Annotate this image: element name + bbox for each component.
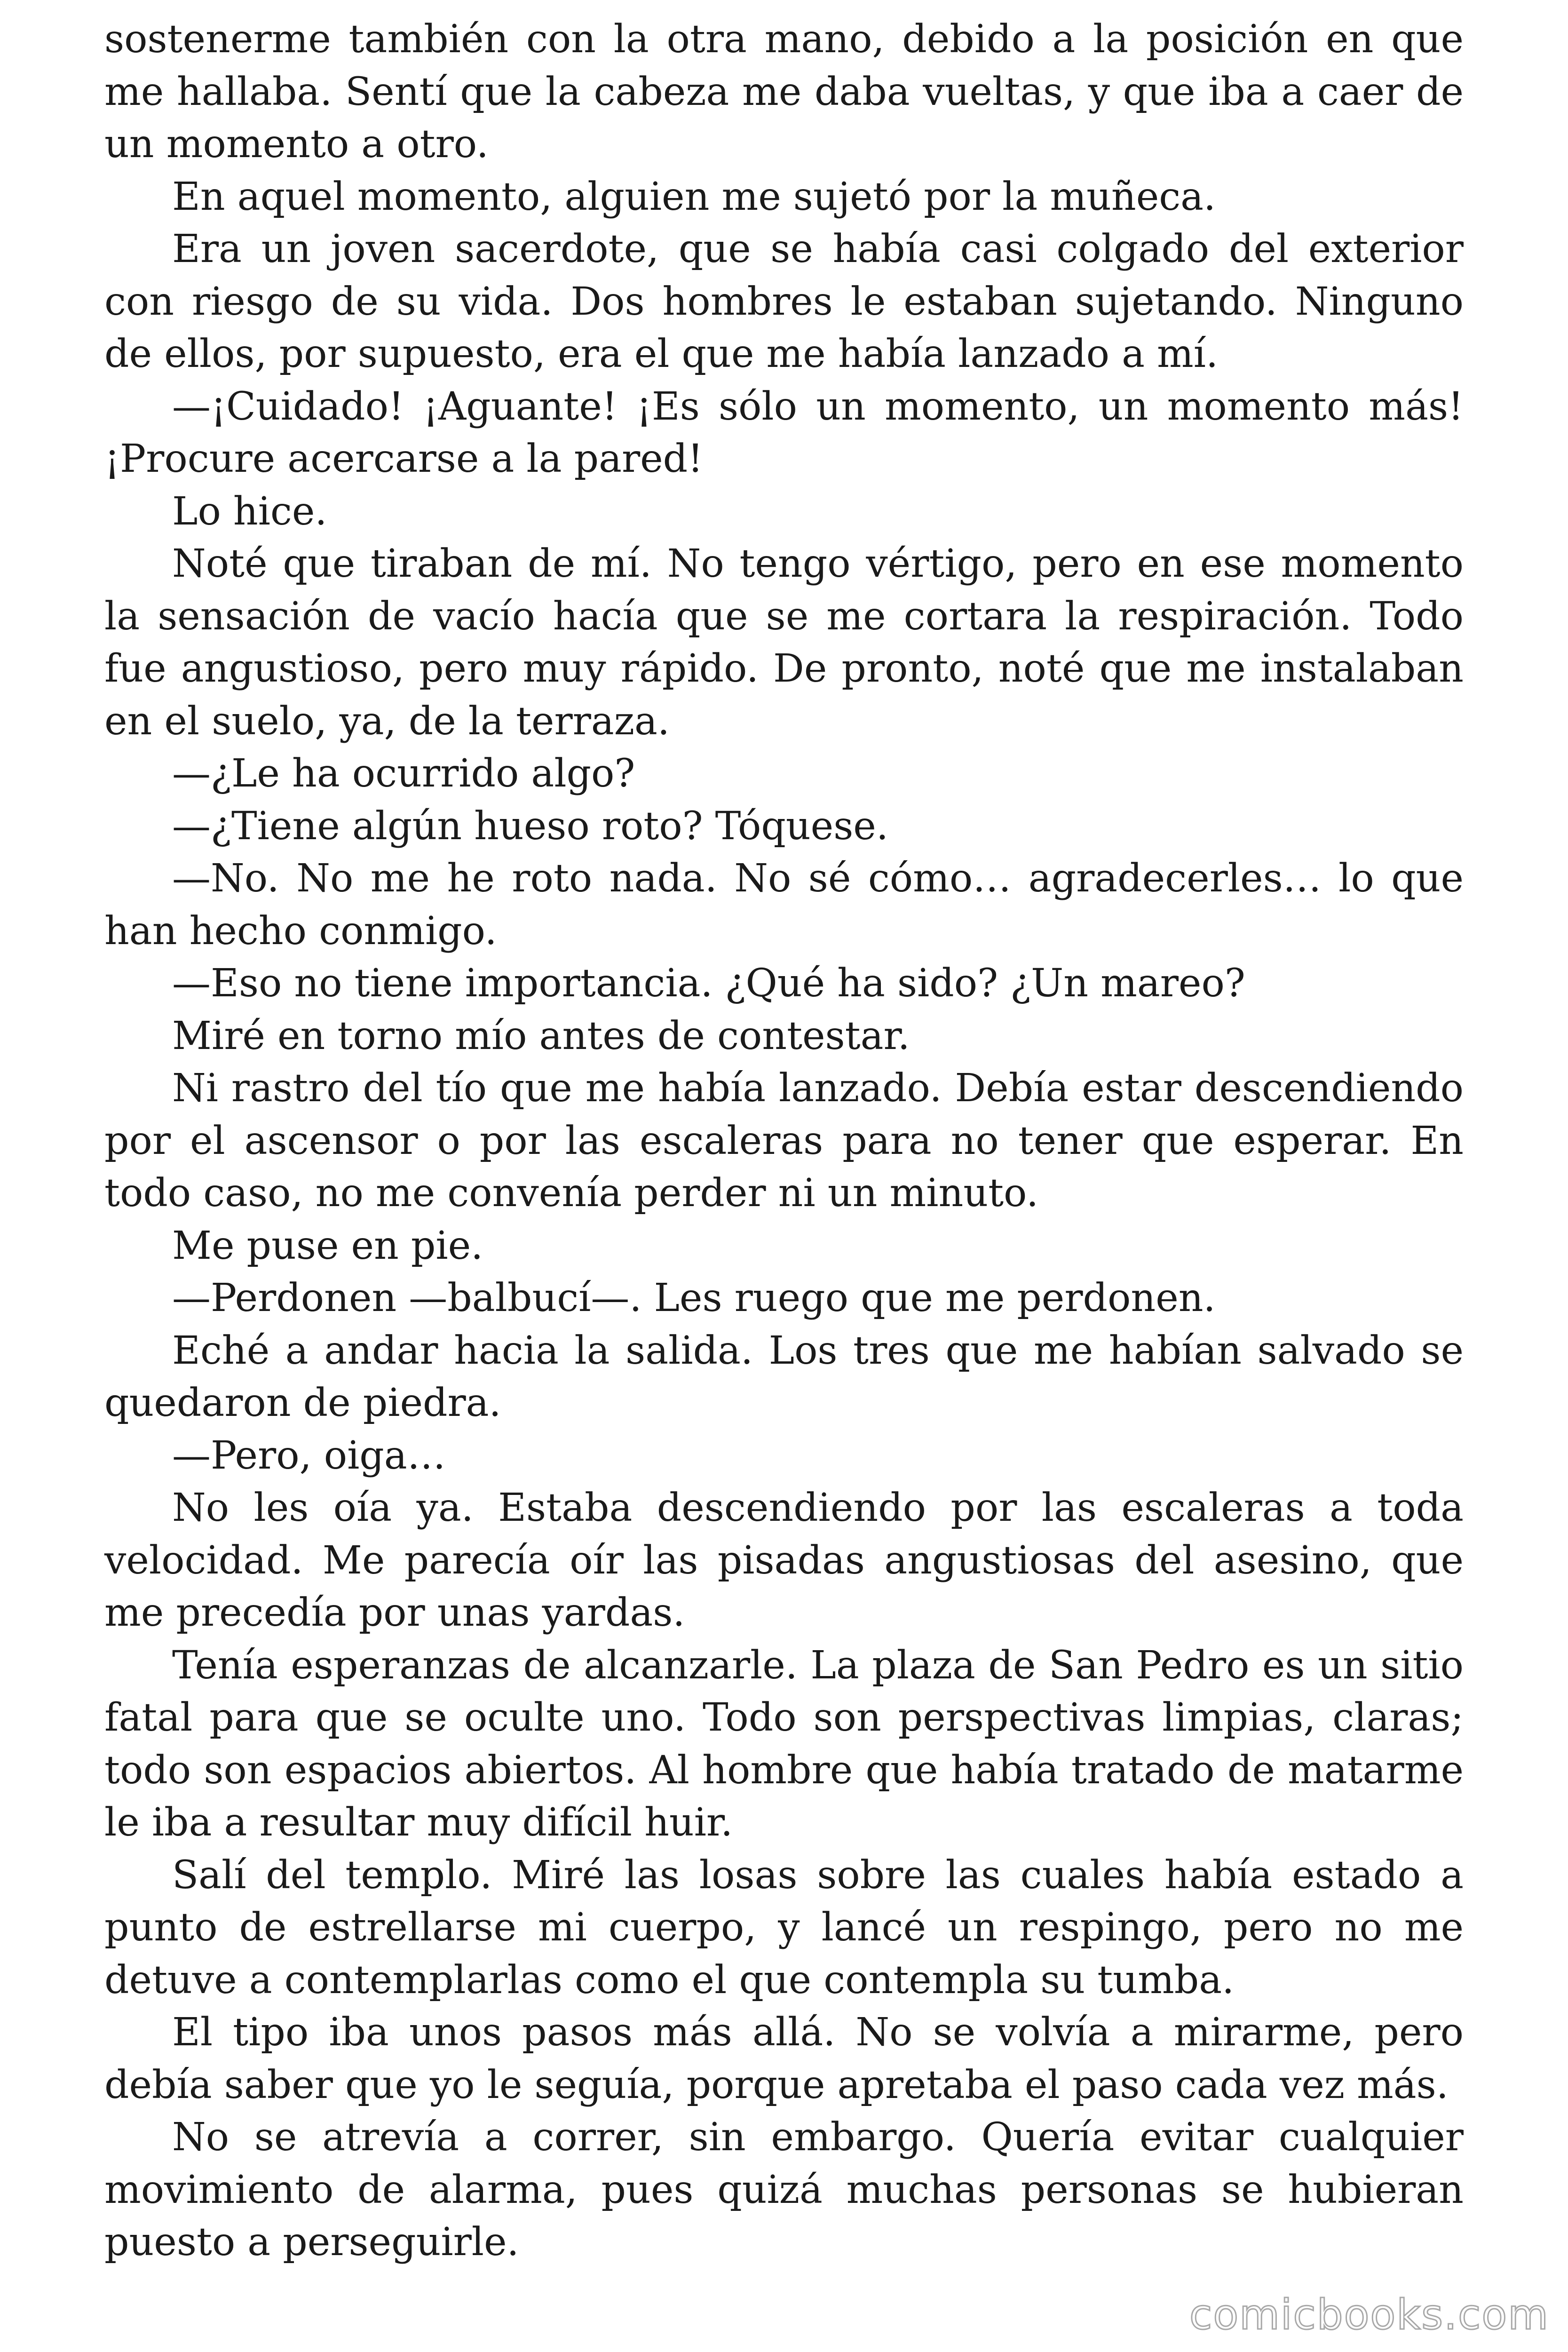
paragraph-13: Me puse en pie. — [172, 1223, 483, 1268]
paragraph-15: Eché a andar hacia la salida. Los tres que me habían salvado se quedaron de piedra. — [104, 1328, 1464, 1425]
paragraph-14: —Perdonen —balbucí—. Les ruego que me perdonen. — [172, 1276, 1216, 1320]
paragraph-9: —No. No me he roto nada. No sé cómo… agradecerles… lo que han hecho conmigo. — [104, 856, 1464, 954]
paragraph-2: En aquel momento, alguien me sujetó por la muñeca. — [172, 174, 1216, 219]
paragraph-6: Noté que tiraban de mí. No tengo vértigo, pero en ese momento la sensación de vacío hacía que se me cortara la respiración. Todo fue angustioso, pero muy rápido. De pronto, noté que me instalaban en el suelo, ya, de la terraza. — [104, 541, 1464, 744]
paragraph-16: —Pero, oiga… — [172, 1433, 446, 1478]
paragraph-18: Tenía esperanzas de alcanzarle. La plaza de San Pedro es un sitio fatal para que se oculte uno. Todo son perspectivas limpias, claras; todo son espacios abiertos. Al hombre que había tratado de matarme le iba a resultar muy difícil huir. — [104, 1643, 1464, 1845]
watermark: comicbooks.com — [1189, 2290, 1549, 2339]
paragraph-5: Lo hice. — [172, 489, 327, 534]
paragraph-20: El tipo iba unos pasos más allá. No se volvía a mirarme, pero debía saber que yo le seguía, porque apretaba el paso cada vez más. — [104, 2010, 1464, 2107]
paragraph-8: —¿Tiene algún hueso roto? Tóquese. — [172, 803, 888, 849]
paragraph-3: Era un joven sacerdote, que se había casi colgado del exterior con riesgo de su vida. Dos hombres le estaban sujetando. Ninguno de ellos, por supuesto, era el que me había lanzado a mí. — [104, 227, 1464, 376]
paragraph-12: Ni rastro del tío que me había lanzado. Debía estar descendiendo por el ascensor o por las escaleras para no tener que esperar. En todo caso, no me convenía perder ni un minuto. — [104, 1066, 1464, 1216]
paragraph-17: No les oía ya. Estaba descendiendo por las escaleras a toda velocidad. Me parecía oír las pisadas angustiosas del asesino, que me precedía por unas yardas. — [104, 1486, 1464, 1635]
paragraph-21: No se atrevía a correr, sin embargo. Quería evitar cualquier movimiento de alarma, pues quizá muchas personas se hubieran puesto a perseguirle. — [104, 2115, 1464, 2265]
paragraph-11: Miré en torno mío antes de contestar. — [172, 1013, 910, 1058]
paragraph-7: —¿Le ha ocurrido algo? — [172, 751, 635, 796]
paragraph-19: Salí del templo. Miré las losas sobre las cuales había estado a punto de estrellarse mi cuerpo, y lancé un respingo, pero no me detuve a contemplarlas como el que contempla su tumba. — [104, 1852, 1464, 2002]
body-text — [104, 13, 1464, 2269]
paragraph-10: —Eso no tiene importancia. ¿Qué ha sido? ¿Un mareo? — [172, 961, 1245, 1006]
paragraph-4: —¡Cuidado! ¡Aguante! ¡Es sólo un momento, un momento más! ¡Procure acercarse a la pared! — [104, 384, 1464, 481]
paragraph-1: sostenerme también con la otra mano, debido a la posición en que me hallaba. Sentí que la cabeza me daba vueltas, y que iba a caer de un momento a otro. — [104, 17, 1464, 167]
